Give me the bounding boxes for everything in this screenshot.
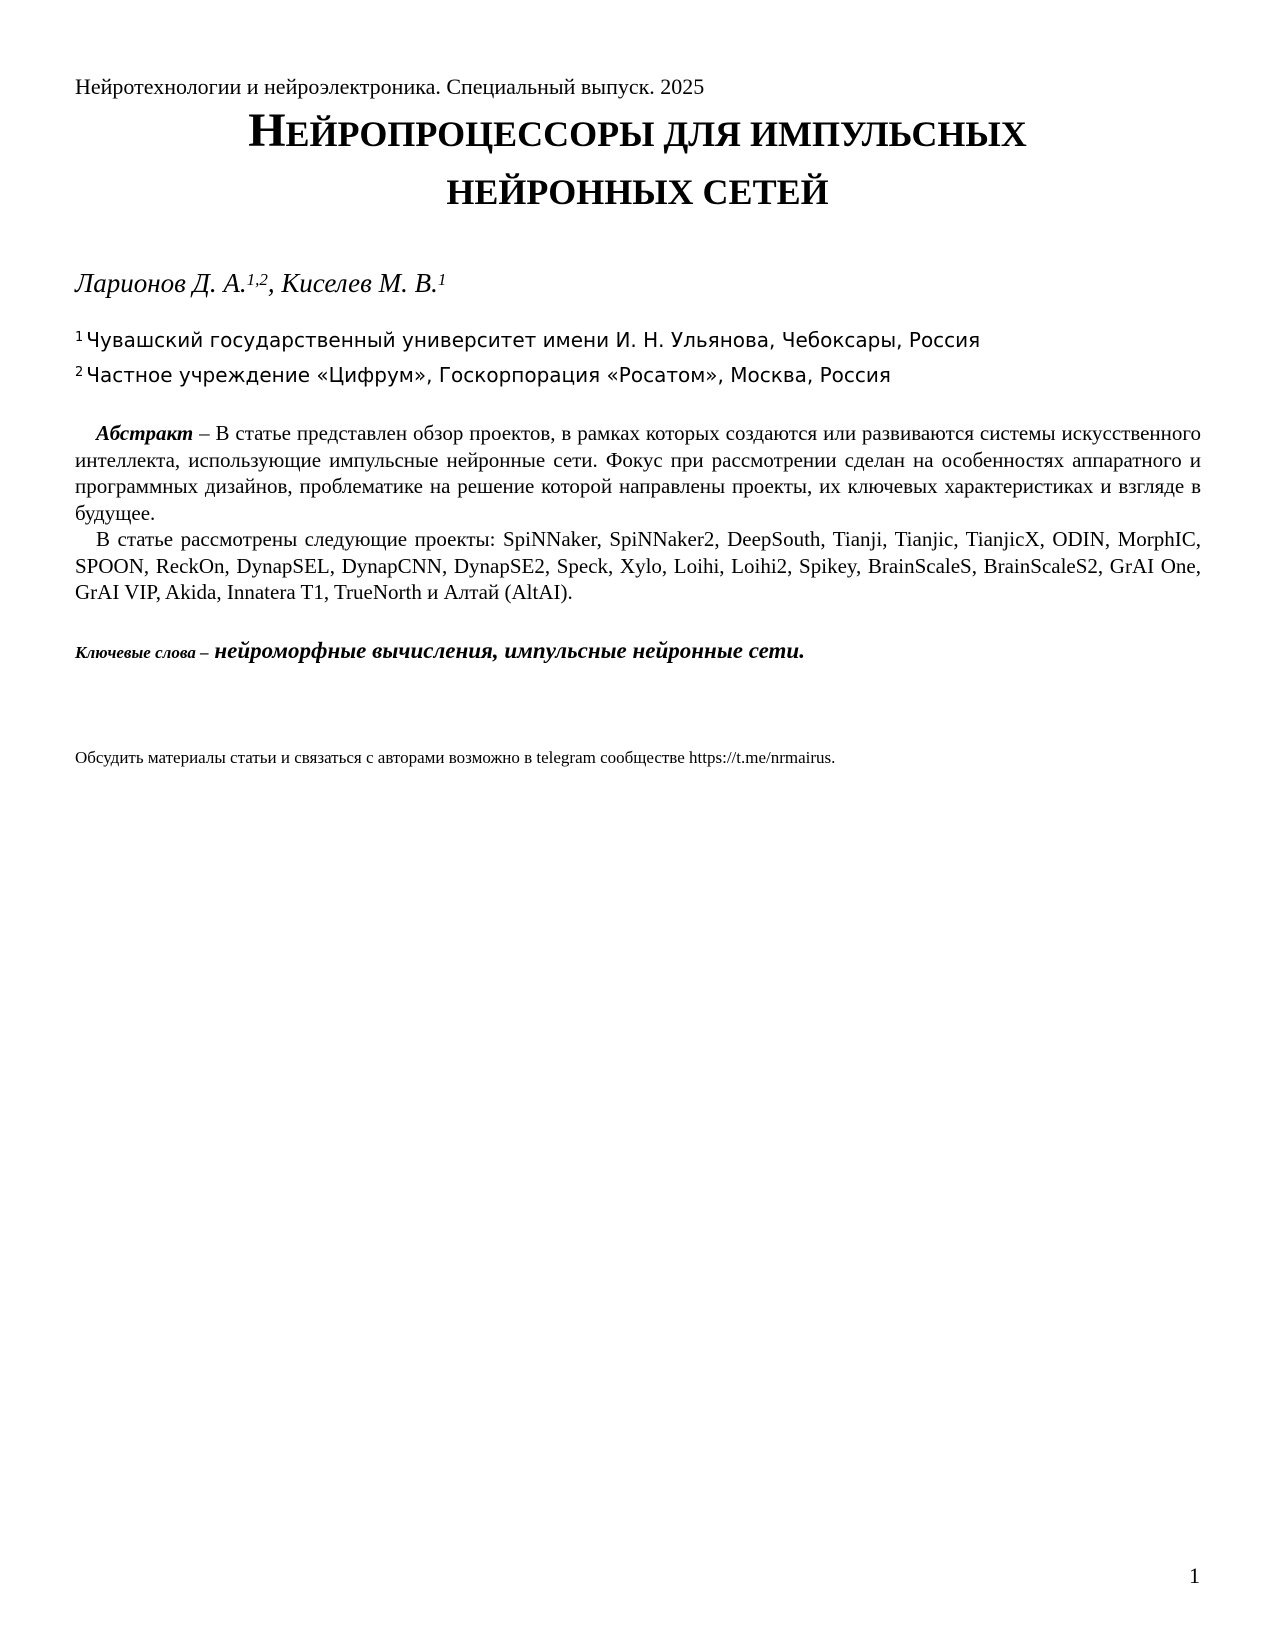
paper-title-line-2: НЕЙРОННЫХ СЕТЕЙ: [446, 172, 829, 212]
affiliation-1-mark: 1: [75, 330, 84, 345]
abstract-label: Абстракт: [96, 421, 194, 445]
affiliation-1: [75, 327, 980, 353]
abstract-paragraph-1-text: – В статье представлен обзор проектов, в рамках которых создаются или развиваются системы искусственного интеллекта, использующие импульсные нейронные сети. Фокус при рассмотрении сделан на особенностях аппаратного и программных дизайнов, проблематике на решение которой направлены проекты, их ключевых характеристиках и взгляде в будущее.: [75, 421, 1201, 525]
author-kiselev-affiliation-mark: 1: [437, 270, 447, 289]
affiliation-2-mark: 2: [75, 365, 84, 380]
abstract: [75, 420, 1201, 606]
page-number: 1: [1189, 1563, 1200, 1588]
author-kiselev: Киселев М. В.: [281, 268, 438, 298]
keywords-text: нейроморфные вычисления, импульсные нейронные сети.: [208, 638, 805, 663]
authors-separator: ,: [267, 268, 282, 298]
keywords: [75, 636, 805, 668]
title-initial: Н: [248, 104, 286, 157]
journal-header: Нейротехнологии и нейроэлектроника. Специальный выпуск. 2025: [75, 74, 705, 99]
abstract-paragraph-1: [75, 420, 1201, 526]
author-larionov: Ларионов Д. А.: [75, 268, 247, 298]
title-line-1-text: ЕЙРОПРОЦЕССОРЫ ДЛЯ ИМПУЛЬСНЫХ: [285, 114, 1027, 154]
affiliation-2-text: Частное учреждение «Цифрум», Госкорпорация «Росатом», Москва, Россия: [86, 363, 891, 387]
authors: [75, 267, 446, 299]
abstract-paragraph-2: В статье рассмотрены следующие проекты: SpiNNaker, SpiNNaker2, DeepSouth, Tianji, Tianjic, TianjicX, ODIN, MorphIC, SPOON, ReckOn, DynapSEL, DynapCNN, DynapSE2, Speck, Xylo, Loihi, Loihi2, Spikey, BrainScaleS, BrainScaleS2, GrAI One, GrAI VIP, Akida, Innatera T1, TrueNorth и Алтай (AltAI).: [75, 527, 1201, 604]
keywords-label: Ключевые слова –: [75, 643, 209, 662]
paper-title-line-1: [75, 104, 1200, 157]
affiliation-2: [75, 362, 891, 388]
author-larionov-affiliation-marks: 1,2: [246, 270, 268, 289]
discussion-note: Обсудить материалы статьи и связаться с авторами возможно в telegram сообществе https://t.me/nrmairus.: [75, 748, 836, 767]
affiliation-1-text: Чувашский государственный университет имени И. Н. Ульянова, Чебоксары, Россия: [86, 328, 981, 352]
